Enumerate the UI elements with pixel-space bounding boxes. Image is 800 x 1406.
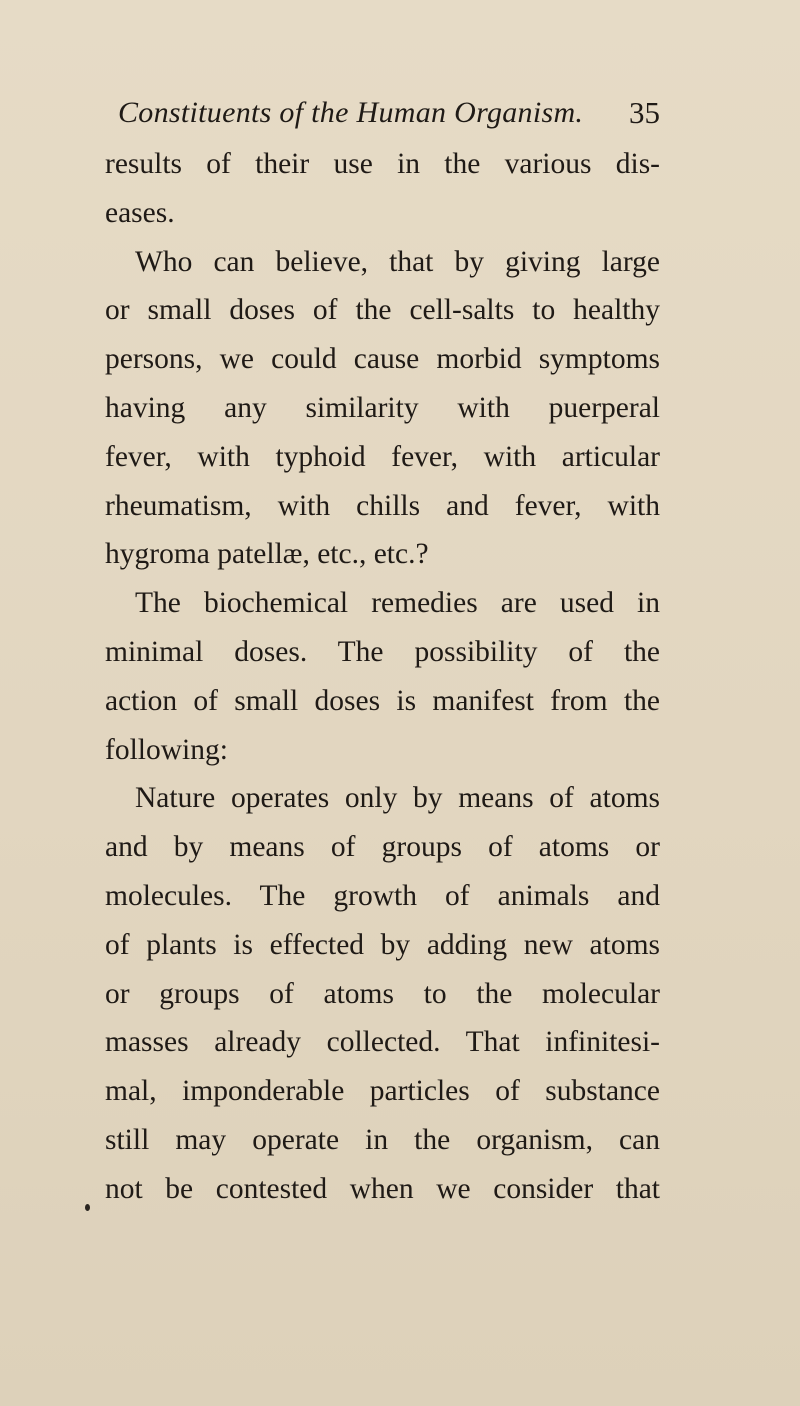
- text-line: rheumatism, with chills and fever, with: [105, 489, 660, 522]
- text-line: still may operate in the organism, can: [105, 1123, 660, 1156]
- text-line: Nature operates only by means of atoms: [135, 782, 660, 815]
- running-head: Constituents of the Human Organism.: [118, 96, 584, 129]
- text-line: mal, imponderable particles of substance: [105, 1075, 660, 1108]
- text-line: minimal doses. The possibility of the: [105, 635, 660, 668]
- page-header: [118, 93, 660, 133]
- text-line: hygroma patellæ, etc., etc.?: [105, 538, 429, 571]
- text-line: or small doses of the cell-salts to healthy: [105, 294, 660, 327]
- page-number: 35: [629, 95, 660, 130]
- text-line: action of small doses is manifest from the: [105, 684, 660, 717]
- text-line: fever, with typhoid fever, with articular: [105, 440, 660, 473]
- text-line: of plants is effected by adding new atoms: [105, 928, 660, 961]
- text-line: molecules. The growth of animals and: [105, 879, 660, 912]
- text-line: masses already collected. That infinitesi-: [105, 1026, 660, 1059]
- text-line: results of their use in the various dis-: [105, 148, 660, 180]
- text-line: and by means of groups of atoms or: [105, 831, 660, 864]
- text-line: having any similarity with puerperal: [105, 391, 660, 424]
- text-line: eases.: [105, 196, 175, 229]
- body-text: [105, 140, 660, 1214]
- text-line: not be contested when we consider that: [105, 1172, 660, 1205]
- text-line: The biochemical remedies are used in: [135, 587, 660, 620]
- text-line: Who can believe, that by giving large: [135, 245, 660, 278]
- text-line: following:: [105, 733, 228, 766]
- margin-mark: [85, 1204, 90, 1211]
- text-line: or groups of atoms to the molecular: [105, 977, 660, 1010]
- text-line: persons, we could cause morbid symptoms: [105, 343, 660, 376]
